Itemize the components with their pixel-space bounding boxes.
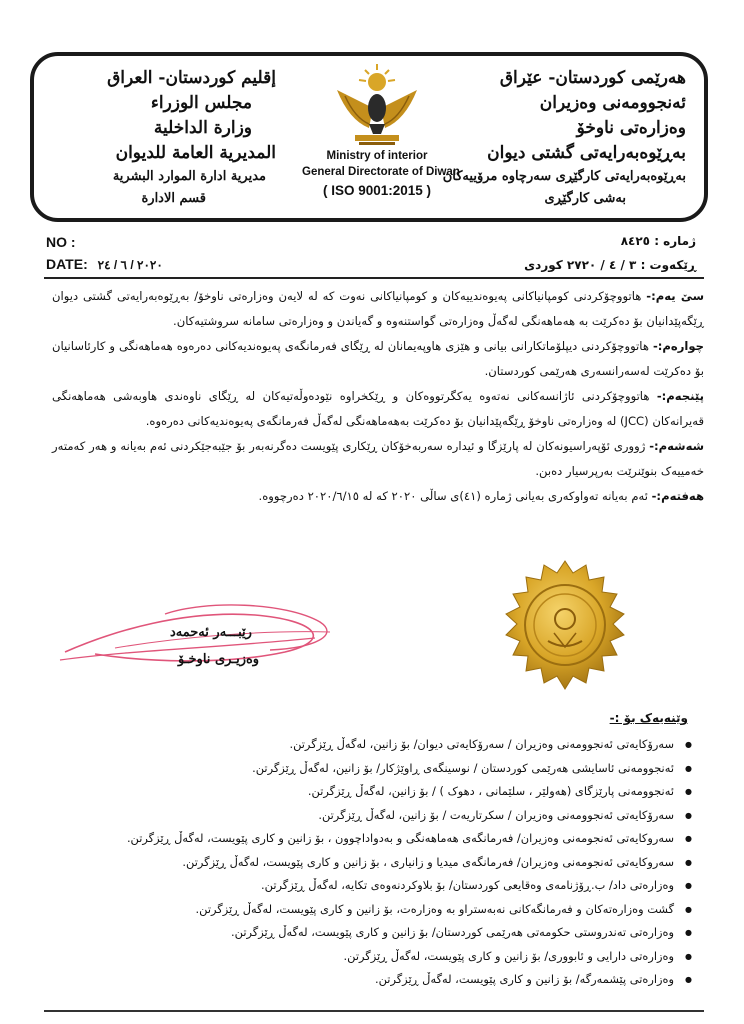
paragraph: [52, 284, 704, 334]
letterhead-arabic-line: إقليم كوردستان- العراق: [107, 68, 276, 88]
no-label: NO :: [46, 234, 76, 250]
letterhead-kurdish: [436, 66, 686, 210]
cc-item: ● وەزارەتی تەندروستی حکومەتی هەرێمی کوردستان/ بۆ زانین و کاری پێویست، لەگەڵ ڕێزگرتن.: [56, 921, 696, 945]
cc-item: ● ئەنجوومەنی ئاسایشی هەرێمی کوردستان / نوسینگەی ڕاوێژکار/ بۆ زانین، لەگەڵ ڕێزگرتن.: [56, 757, 696, 781]
cc-item: ● وەزارەتی پێشمەرگە/ بۆ زانین و کاری پێویست، لەگەڵ ڕێزگرتن.: [56, 968, 696, 992]
paragraph-lead: هەفتەم:-: [651, 489, 704, 503]
gold-seal-icon: [490, 555, 640, 705]
cc-item: ● گشت وەزارەتەکان و فەرمانگەکانی نەبەستراو بە وەزارەت، بۆ زانین و کاری پێویست، لەگەڵ ڕێزگرتن.: [56, 898, 696, 922]
kurdish-date-value: ٣ / ٤ / ٢٧٢٠ کوردی: [524, 258, 637, 272]
letterhead-arabic-line: مجلس الوزراء: [150, 93, 252, 113]
cc-item: ● وەزارەتی دارایی و ئابووری/ بۆ زانین و کاری پێویست، لەگەڵ ڕێزگرتن.: [56, 945, 696, 969]
letterhead-english-line: Ministry of interior: [326, 150, 428, 162]
paragraph: [52, 434, 704, 484]
letterhead-arabic-line: المديرية العامة للديوان: [115, 143, 276, 163]
signatory-title: وەزیـری ناوخـۆ: [178, 652, 260, 667]
cc-item: ● وەزارەتی داد/ ب.ڕۆژنامەی وەقایعی کوردستان/ بۆ بلاوکردنەوەی تکایە، لەگەڵ ڕێزگرتن.: [56, 874, 696, 898]
kurdistan-emblem-icon: [329, 62, 425, 148]
paragraph-text: ژووری ئۆپەراسیونەکان لە پارێزگا و ئیدارە سەربەخۆکان ڕێکاری پێویست دەگرنەبەر بۆ جێبەجێکردنی ئەم بەیانە و هەر کەمتەر خەمییەک بنوێنرێت بەرپرسیار دەبن.: [52, 439, 704, 478]
header-divider: [44, 277, 704, 279]
letterhead-kurdish-subline: بەڕێوەبەرایەتی کارگێڕی سەرچاوە مرۆییەکان: [442, 169, 686, 184]
letterhead-kurdish-line: هەرێمی کوردستان- عێراق: [499, 68, 686, 88]
cc-item: ● سەروکایەتی ئەنجومەنی وەزیران/ فەرمانگەی میدیا و زانیاری ، بۆ زانین و کاری پێویست، لەگەڵ ڕێزگرتن.: [56, 851, 696, 875]
date-label: DATE:: [46, 256, 88, 272]
paragraph-text: ئەم بەیانە تەواوکەری بەیانی ژمارە (٤١)ی ساڵی ٢٠٢٠ کە لە ٢٠٢٠/٦/١٥ دەرچووە.: [258, 489, 652, 503]
paragraph-text: هاتووچۆکردنی دیپلۆماتکارانی بیانی و هێزی هاوپەیمانان لە ڕێگای فەرمانگەی پەیوەندیەکانی دەرەوە هەماهەنگی و کارئاسانیان بۆ دەکرێت لەسەرانسەری هەرێمی کوردستان.: [52, 339, 704, 378]
letterhead-arabic-subline: مديرية ادارة الموارد البشرية: [112, 169, 266, 184]
kurdish-date-row: [524, 258, 696, 272]
iso-label: ( ISO 9001:2015 ): [322, 183, 432, 198]
cc-item: ● سەروکایەتی ئەنجومەنی وەزیران/ فەرمانگەی هەماهەنگی و بەدواداچوون ، بۆ زانین و کاری پێویست، لەگەڵ ڕێزگرتن.: [56, 827, 696, 851]
letterhead-english-line: General Directorate of Diwan: [302, 166, 460, 178]
kurdish-date-label: ڕێکەوت :: [640, 258, 696, 272]
signatory-name: رێبـــەر ئەحمەد: [170, 625, 252, 640]
number-label: ژمارە :: [654, 234, 696, 248]
number-value: ٨٤٢٥: [620, 234, 650, 248]
paragraph-lead: پێنجەم:-: [656, 389, 704, 403]
cc-list: [56, 733, 696, 992]
number-row: [621, 234, 696, 248]
date-value: ٢٠٢٠ / ٦ / ٢٤: [97, 258, 163, 272]
cc-item: ● ئەنجوومەنی پارێزگای (هەولێر ، سلێمانی ، دهوک ) / بۆ زانین، لەگەڵ ڕێزگرتن.: [56, 780, 696, 804]
letterhead: [30, 52, 708, 222]
paragraph-text: هاتووچۆکردنی کومپانیاکانی پەیوەندییەکان و کومپانیاکانی نەوت کە لە لایەن وەزارەتی ناوخۆ/ بەڕێوەبەرایەتی گشتی دیوان ڕێگەپێدانیان بۆ دەکرێت بە هەماهەنگی لەگەڵ وەزارەتی گواستنەوە و گەیاندن و وەزارەتی سامانە سروشتیەکان.: [52, 289, 704, 328]
paragraph: [52, 384, 704, 434]
footer-divider: [44, 1010, 704, 1012]
paragraph-lead: شەشەم:-: [649, 439, 704, 453]
letterhead-arabic: [56, 66, 276, 210]
letterhead-kurdish-line: وەزارەتی ناوخۆ: [576, 118, 686, 138]
letterhead-arabic-line: وزارة الداخلية: [153, 118, 252, 138]
cc-title: وێنەیەک بۆ :-: [609, 711, 688, 725]
paragraph-lead: سێ یەم:-: [646, 289, 704, 303]
letterhead-center: [302, 62, 460, 198]
paragraph: [52, 484, 704, 509]
paragraph: [52, 334, 704, 384]
body-text: [52, 284, 704, 509]
date-row: [46, 256, 163, 272]
signature-icon: [55, 590, 355, 700]
paragraph-lead: چوارەم:-: [652, 339, 704, 353]
cc-item: ● سەرۆکایەتی ئەنجوومەنی وەزیران / سکرتاریەت / بۆ زانین، لەگەڵ ڕێزگرتن.: [56, 804, 696, 828]
cc-item: ● سەرۆکایەتی ئەنجوومەنی وەزیران / سەرۆکایەتی دیوان/ بۆ زانین، لەگەڵ ڕێزگرتن.: [56, 733, 696, 757]
paragraph-text: هاتووچۆکردنی ئاژانسەکانی نەتەوە یەکگرتووەکان و ڕێکخراوە نێودەوڵەتیەکان لە ڕێگای ناوەندی هاوبەشی هەماهەنگی قەیرانەکان (JCC) لە وەزارەتی ناوخۆ ڕێگەپێدانیان بۆ دەکرێت بەهەماهەنگی لەگەڵ فەرمانگەی پەیوەندیەکانی دەرەوە.: [52, 389, 704, 428]
letterhead-kurdish-subline: بەشی کارگێڕی: [544, 191, 626, 206]
letterhead-kurdish-line: بەڕێوەبەرایەتی گشتی دیوان: [487, 143, 686, 163]
letterhead-arabic-subline: قسم الادارة: [141, 191, 206, 206]
letterhead-kurdish-line: ئەنجوومەنی وەزیران: [539, 93, 686, 113]
